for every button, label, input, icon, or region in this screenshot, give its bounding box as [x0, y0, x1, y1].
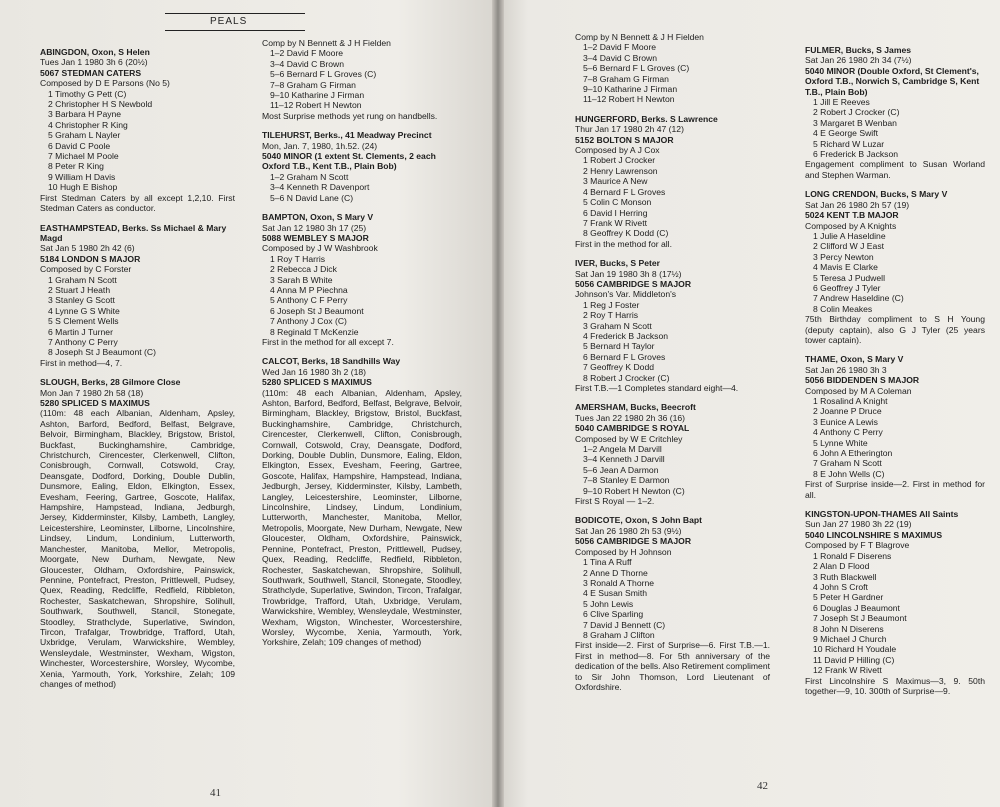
- ringer: 1–2 Graham N Scott: [270, 171, 349, 182]
- ringer: 8 John N Diserens: [813, 623, 884, 634]
- peal-entry: [262, 356, 462, 647]
- ringer: 7 Anthony J Cox (C): [270, 316, 347, 327]
- method-name: 5184 LONDON S MAJOR: [40, 253, 141, 264]
- ringer: 4 Lynne G S White: [48, 305, 120, 316]
- tower-name: KINGSTON-UPON-THAMES All Saints: [805, 509, 959, 520]
- peal-entry: [575, 114, 770, 249]
- ringer: 10 Hugh E Bishop: [48, 182, 118, 193]
- column-3: [575, 32, 770, 692]
- composer: Comp by N Bennett & J H Fielden: [262, 38, 391, 48]
- method-name: 5088 WEMBLEY S MAJOR: [262, 232, 369, 243]
- ringer: 1 Roy T Harris: [270, 253, 326, 264]
- column-2: [262, 38, 462, 648]
- ringer: 1 Ronald F Diserens: [813, 550, 892, 561]
- ringer: 5 Graham L Nayler: [48, 130, 121, 141]
- ringer: 5 Teresa J Pudwell: [813, 272, 885, 283]
- ringer: 3 Graham N Scott: [583, 320, 652, 331]
- peal-date: Thur Jan 17 1980 2h 47 (12): [575, 124, 684, 135]
- ringer: 3 Ruth Blackwell: [813, 571, 877, 582]
- peal-note: First Stedman Caters by all except 1,2,10. First Stedman Caters as conductor.: [40, 192, 235, 214]
- ringer: 9 Michael J Church: [813, 633, 887, 644]
- ringer: 4 Mavis E Clarke: [813, 262, 878, 273]
- ringer: 2 Anne D Thorne: [583, 567, 648, 578]
- ringer: 2 Alan D Flood: [813, 561, 870, 572]
- ringer: 4 Anna M P Piechna: [270, 284, 348, 295]
- ringer: 1–2 Angela M Darvill: [583, 444, 662, 455]
- ringer: 5 Anthony C F Perry: [270, 295, 348, 306]
- ringer: 9 William H Davis: [48, 171, 116, 182]
- peal-date: Mon, Jan. 7, 1980, 1h.52. (24): [262, 140, 378, 151]
- ringer: 2 Christopher H S Newbold: [48, 99, 153, 110]
- peal-note: First in the method for all except 7.: [262, 336, 394, 347]
- ringer: 1 Graham N Scott: [48, 274, 117, 285]
- peal-note: First of Surprise inside—2. First in method for all.: [805, 479, 985, 500]
- column-1: [40, 47, 235, 689]
- composer: Composed by D E Parsons (No 5): [40, 78, 170, 89]
- ringer: 3 Barbara H Payne: [48, 109, 122, 120]
- composer: Composed by F T Blagrove: [805, 540, 910, 551]
- peal-date: Sat Jan 26 1980 3h 3: [805, 364, 887, 375]
- peal-note: Engagement compliment to Susan Worland and Stephen Warman.: [805, 159, 985, 180]
- ringer: 7 Frank W Rivett: [583, 217, 647, 228]
- ringer: 4 Anthony C Perry: [813, 427, 883, 438]
- ringer: 3 Margaret B Wenban: [813, 117, 897, 128]
- ringer: 7 Michael M Poole: [48, 151, 119, 162]
- ringer: 1–2 David F Moore: [583, 42, 657, 53]
- tower-name: THAME, Oxon, S Mary V: [805, 354, 904, 365]
- ringer: 3 Ronald A Thorne: [583, 577, 655, 588]
- ringer: 8 Joseph St J Beaumont (C): [48, 347, 156, 358]
- ringer: 6 Geoffrey J Tyler: [813, 282, 881, 293]
- ringer: 11–12 Robert H Newton: [583, 94, 675, 105]
- ringer: 8 Colin Meakes: [813, 303, 873, 314]
- ringer: 11 David P Hilling (C): [813, 654, 895, 665]
- peal-date: Tues Jan 1 1980 3h 6 (20½): [40, 57, 148, 68]
- ringer: 3–4 David C Brown: [270, 58, 345, 69]
- ringer: 1 Reg J Foster: [583, 299, 640, 310]
- ringer: 8 Peter R King: [48, 161, 104, 172]
- ringer: 7 David J Bennett (C): [583, 619, 666, 630]
- peal-entry: [805, 354, 985, 500]
- peal-note: First in the method for all.: [575, 238, 672, 249]
- ringer: 5 S Clement Wells: [48, 316, 119, 327]
- page-number-left: 41: [210, 787, 221, 799]
- ringer: 3 Maurice A New: [583, 176, 648, 187]
- ringer: 7–8 Stanley E Darmon: [583, 475, 670, 486]
- tower-name: ABINGDON, Oxon, S Helen: [40, 47, 150, 57]
- ringer: 3 Percy Newton: [813, 251, 874, 262]
- ringer: 3–4 Kenneth J Darvill: [583, 454, 665, 465]
- ringer: 5 Peter H Gardner: [813, 592, 884, 603]
- page-number-right: 42: [757, 780, 768, 792]
- method-name: 5056 BIDDENDEN S MAJOR: [805, 375, 920, 386]
- ringer: 5–6 Bernard F L Groves (C): [270, 69, 377, 80]
- ringer: 8 Graham J Clifton: [583, 629, 655, 640]
- peal-note: First in method—4, 7.: [40, 357, 123, 368]
- ringer: 3–4 David C Brown: [583, 52, 658, 63]
- ringer: 2 Rebecca J Dick: [270, 264, 337, 275]
- ringer: 4 Bernard F L Groves: [583, 186, 666, 197]
- ringer: 4 E George Swift: [813, 128, 878, 139]
- peal-entry: [40, 47, 235, 214]
- composer: Composed by A Knights: [805, 220, 897, 231]
- ringer: 6 David I Herring: [583, 207, 648, 218]
- ringer: 6 Bernard F L Groves: [583, 351, 666, 362]
- method-name: 5067 STEDMAN CATERS: [40, 67, 142, 78]
- ringer: 2 Clifford W J East: [813, 241, 884, 252]
- peal-date: Sat Jan 26 1980 2h 34 (7½): [805, 55, 912, 66]
- peal-note: 75th Birthday compliment to S H Young (deputy captain), also G J Tyler (25 years tower captain).: [805, 314, 985, 345]
- tower-name: HUNGERFORD, Berks. S Lawrence: [575, 113, 718, 124]
- composer: Comp by N Bennett & J H Fielden: [575, 32, 704, 42]
- ringer: 8 Robert J Crocker (C): [583, 372, 670, 383]
- tower-name: TILEHURST, Berks., 41 Meadway Precinct: [262, 130, 432, 141]
- method-name: 5040 MINOR (1 extent St. Clements, 2 each Oxford T.B., Kent T.B., Plain Bob): [262, 151, 436, 172]
- ringer: 1 Timothy G Pett (C): [48, 88, 127, 99]
- composer: Johnson's Var. Middleton's: [575, 289, 677, 300]
- ringer: 2 Robert J Crocker (C): [813, 107, 900, 118]
- ringer: 1 Jill E Reeves: [813, 97, 870, 108]
- ringer: 3 Eunice A Lewis: [813, 416, 878, 427]
- peal-note: First inside—2. First of Surprise—6. First T.B.—1. First in method—8. For 5th anniversary of the dedication of the bells. Also Retirement compliment to Sir John Thomson, Lord Lieutenant of Oxfordshire.: [575, 640, 770, 692]
- ringer: 5 Lynne White: [813, 437, 868, 448]
- method-name: 5040 MINOR (Double Oxford, St Clement's, Oxford T.B., Norwich S, Cambridge S, Kent T.B., Plain Bob): [805, 65, 980, 97]
- ringer: 6 Frederick B Jackson: [813, 149, 899, 160]
- ringer: 6 Douglas J Beaumont: [813, 602, 900, 613]
- peal-entry: [805, 509, 985, 696]
- ringer: 11–12 Robert H Newton: [270, 100, 362, 111]
- tower-name: BODICOTE, Oxon, S John Bapt: [575, 515, 703, 526]
- tower-name: AMERSHAM, Bucks, Beecroft: [575, 402, 696, 413]
- tower-name: FULMER, Bucks, S James: [805, 45, 912, 55]
- peal-entry: [262, 38, 462, 121]
- ringer: 7 Anthony C Perry: [48, 336, 118, 347]
- ringer: 4 John S Croft: [813, 581, 868, 592]
- peal-note: Most Surprise methods yet rung on handbells.: [262, 110, 438, 121]
- ringer: 7 Geoffrey K Dodd: [583, 362, 655, 373]
- method-name: 5152 BOLTON S MAJOR: [575, 134, 674, 145]
- tower-name: IVER, Bucks, S Peter: [575, 258, 661, 269]
- ringer: 9–10 Katharine J Firman: [270, 90, 365, 101]
- ringer: 9–10 Robert H Newton (C): [583, 485, 685, 496]
- ringer: 7–8 Graham G Firman: [270, 79, 356, 90]
- tower-name: LONG CRENDON, Bucks, S Mary V: [805, 189, 948, 200]
- tower-name: EASTHAMPSTEAD, Berks. Ss Michael & Mary Magd: [40, 222, 227, 243]
- method-name: 5040 CAMBRIDGE S ROYAL: [575, 423, 690, 434]
- peal-entry: [262, 130, 462, 203]
- page-header: PEALS: [210, 16, 248, 27]
- tower-name: SLOUGH, Berks, 28 Gilmore Close: [40, 377, 181, 388]
- composer: Composed by J W Washbrook: [262, 243, 378, 254]
- book-gutter: [492, 0, 504, 807]
- ringer: 3 Sarah B White: [270, 274, 333, 285]
- peal-entry: [805, 189, 985, 345]
- ringer: 9–10 Katharine J Firman: [583, 84, 678, 95]
- ringer: 8 E John Wells (C): [813, 468, 885, 479]
- header-rule: [165, 13, 305, 14]
- peal-entry: [262, 212, 462, 347]
- peal-date: Wed Jan 16 1980 3h 2 (18): [262, 366, 366, 377]
- ringer: 3–4 Kenneth R Davenport: [270, 182, 370, 193]
- ringer: 5–6 Bernard F L Groves (C): [583, 63, 690, 74]
- peal-entry: [40, 223, 235, 369]
- ringer: 12 Frank W Rivett: [813, 665, 882, 676]
- ringer: 1 Julie A Haseldine: [813, 230, 886, 241]
- ringer: 1 Robert J Crocker: [583, 155, 656, 166]
- ringer: 5–6 N David Lane (C): [270, 192, 354, 203]
- peal-entry: [575, 515, 770, 692]
- ringer: 5 Bernard H Taylor: [583, 341, 655, 352]
- ringer: 7 Andrew Haseldine (C): [813, 293, 904, 304]
- peal-entry: [575, 258, 770, 393]
- peal-date: Sat Jan 19 1980 3h 8 (17½): [575, 268, 682, 279]
- peal-entry: [575, 402, 770, 506]
- composer: Composed by W E Critchley: [575, 433, 683, 444]
- method-name: 5056 CAMBRIDGE S MAJOR: [575, 278, 692, 289]
- method-name: 5056 CAMBRIDGE S MAJOR: [575, 536, 692, 547]
- ringer: 4 Frederick B Jackson: [583, 330, 669, 341]
- column-4: [805, 45, 985, 696]
- peal-entry: [575, 32, 770, 105]
- peal-note: First S Royal — 1–2.: [575, 496, 655, 507]
- composer: Composed by M A Coleman: [805, 385, 912, 396]
- ringer: 7 Graham N Scott: [813, 458, 882, 469]
- composer: Composed by C Forster: [40, 264, 132, 275]
- method-name: 5280 SPLICED S MAXIMUS: [40, 398, 150, 408]
- peal-note: First T.B.—1 Completes standard eight—4.: [575, 383, 739, 393]
- ringer: 2 Joanne P Druce: [813, 406, 882, 417]
- ringer: 8 Geoffrey K Dodd (C): [583, 228, 669, 239]
- ringer: 2 Henry Lawrenson: [583, 165, 658, 176]
- header-rule-bottom: [165, 30, 305, 31]
- ringer: 4 Christopher R King: [48, 119, 128, 130]
- ringer: 6 David C Poole: [48, 140, 111, 151]
- peal-date: Tues Jan 22 1980 2h 36 (16): [575, 412, 686, 423]
- peal-note: (110m: 48 each Albanian, Aldenham, Apsley, Ashton, Barford, Bedford, Belfast, Belgrave, Belvoir, Birmingham, Blackley, Brigstow, Bristol, Buckfast, Buckinghamshire, Cambridge, Christchurch, Cirencester, Clerkenwell, Clifton, Conisbrough, Cornwall, Cotswold, Cray, Deansgate, Dodford, Dorking, Double Dublin, Dunsmore, Ealing, Eldon, Elkington, Essex, Evesham, Feering, Gartree, Goscote, Halifax, Hampshire, Hampstead, Indiana, Jedburgh, Jersey, Kidderminster, Kilsby, Lambeth, Langley, Leicestershire, Leominster, Lilborne, Lincolnshire, Lindsey, Lindum, Londinium, Lutterworth, Manchester, Manitoba, Mellor, Metropolis, Moorgate, New Durham, Newgate, New Gloucester, Oldham, Oxfordshire, Painswick, Pennine, Pontefract, Preston, Prittlewell, Pudsey, Quex, Reading, Redcliffe, Redfield, Ribbleton, Rochester, Saskatchewan, Shropshire, Solihull, Southwark, Southwell, Stancil, Stonegate, Stoodley, Strathclyde, Superlative, Swindon, Tircon, Trafalgar, Trowbridge, Trafford, Utah, Uxbridge, Verulam, Warwickshire, Wembley, Wensleydale, Westminster, Wexham, Wigston, Winchester, Worcestershire, Worsley, Wycombe, Xenia, Yarmouth, York, Yorkshire, Zelah; 109 changes of method): [40, 408, 235, 689]
- ringer: 2 Stuart J Heath: [48, 284, 111, 295]
- ringer: 6 Joseph St J Beaumont: [270, 305, 364, 316]
- peal-date: Mon Jan 7 1980 2h 58 (18): [40, 387, 144, 398]
- peal-date: Sun Jan 27 1980 3h 22 (19): [805, 519, 912, 530]
- method-name: 5024 KENT T.B MAJOR: [805, 210, 899, 221]
- ringer: 2 Roy T Harris: [583, 310, 639, 321]
- ringer: 5–6 Jean A Darmon: [583, 464, 659, 475]
- ringer: 5 Colin C Monson: [583, 197, 652, 208]
- ringer: 6 John A Etherington: [813, 448, 893, 459]
- composer: Composed by H Johnson: [575, 546, 672, 557]
- peal-date: Sat Jan 26 1980 2h 57 (19): [805, 199, 910, 210]
- ringer: 7 Joseph St J Beaumont: [813, 613, 907, 624]
- ringer: 6 Clive Sparling: [583, 609, 644, 620]
- ringer: 5 John Lewis: [583, 598, 634, 609]
- composer: Composed by A J Cox: [575, 145, 660, 156]
- ringer: 7–8 Graham G Firman: [583, 73, 669, 84]
- method-name: 5280 SPLICED S MAXIMUS: [262, 377, 372, 388]
- peal-entry: [805, 45, 985, 180]
- peal-entry: [40, 377, 235, 689]
- ringer: 3 Stanley G Scott: [48, 295, 115, 306]
- peal-note: First Lincolnshire S Maximus—3, 9. 50th together—9, 10. 300th of Surprise—9.: [805, 675, 985, 696]
- ringer: 10 Richard H Youdale: [813, 644, 897, 655]
- tower-name: BAMPTON, Oxon, S Mary V: [262, 212, 374, 223]
- ringer: 6 Martin J Turner: [48, 326, 113, 337]
- ringer: 1–2 David F Moore: [270, 48, 344, 59]
- ringer: 1 Tina A Ruff: [583, 557, 632, 568]
- peal-date: Sat Jan 5 1980 2h 42 (6): [40, 243, 135, 254]
- peal-note: (110m: 48 each Albanian, Aldenham, Apsley, Ashton, Barford, Bedford, Belfast, Belgrave, Belvoir, Birmingham, Blackley, Brigstow, Bristol, Buckfast, Buckinghamshire, Cambridge, Christchurch, Cirencester, Clerkenwell, Clifton, Conisbrough, Cornwall, Cotswold, Cray, Deansgate, Dodford, Dorking, Double Dublin, Dunsmore, Ealing, Eldon, Elkington, Essex, Evesham, Feering, Gartree, Goscote, Halifax, Hampshire, Hampstead, Indiana, Jedburgh, Jersey, Kidderminster, Kilsby, Lambeth, Langley, Leicestershire, Leominster, Lilborne, Lincolnshire, Lindsey, Lindum, Londinium, Lutterworth, Manchester, Manitoba, Mellor, Metropolis, Moorgate, New Durham, Newgate, New Gloucester, Oldham, Oxfordshire, Painswick, Pennine, Pontefract, Preston, Prittlewell, Pudsey, Quex, Reading, Redcliffe, Redfield, Ribbleton, Rochester, Saskatchewan, Shropshire, Solihull, Southwark, Southwell, Stancil, Stonegate, Stoodley, Strathclyde, Superlative, Swindon, Tircon, Trafalgar, Trowbridge, Trafford, Utah, Uxbridge, Verulam, Warwickshire, Wembley, Wensleydale, Westminster, Wexham, Wigston, Winchester, Worcestershire, Worsley, Wycombe, Xenia, Yarmouth, York, Yorkshire, Zelah; 109 changes of method): [262, 387, 462, 648]
- peal-date: Sat Jan 26 1980 2h 53 (9½): [575, 525, 682, 536]
- tower-name: CALCOT, Berks, 18 Sandhills Way: [262, 356, 401, 367]
- peal-date: Sat Jan 12 1980 3h 17 (25): [262, 222, 367, 233]
- ringer: 1 Rosalind A Knight: [813, 396, 888, 406]
- method-name: 5040 LINCOLNSHIRE S MAXIMUS: [805, 529, 943, 540]
- ringer: 5 Richard W Luzar: [813, 138, 885, 149]
- ringer: 8 Reginald T McKenzie: [270, 326, 359, 337]
- ringer: 4 E Susan Smith: [583, 588, 648, 599]
